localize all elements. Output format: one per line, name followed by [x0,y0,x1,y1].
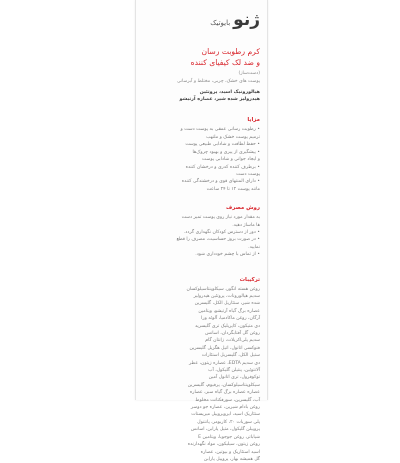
brand-logo [143,12,260,29]
ingredient-line: ستیل الکل، گلیسریل استئارات [201,353,260,359]
subtitle-line: پوست های خشک، چربی، مختلط و آبرسانی [176,78,260,84]
ingredient-line: روغن هسته انگور، سیکلوپنتاسیلوکسان [186,286,260,292]
benefits-body [143,126,260,193]
product-title-line: و ضد لک کیفیای کننده [190,57,260,67]
benefit-line: • پیشگیری از پیری و بهبود چروک‌ها [192,149,260,155]
usage-heading: روش مصرف [225,205,260,212]
ingredient-line: ستئاریک اسید، ایزوپروپیل میریستات [191,412,260,418]
active-ingredients [143,89,260,103]
ingredient-line: سدیم هیالورونات، پروتئین هیدرولیز [193,293,260,299]
usage-line: ها ماساژ دهید. [232,222,260,228]
benefits-heading: مزایا [247,117,260,124]
benefit-line: ترمیم پوست خشک و ملتهب [206,134,260,140]
product-title [143,47,260,68]
usage-section [143,205,260,258]
product-title-line: کرم رطوبت رسان [201,47,260,56]
usage-line: • از تماس با چشم خودداری شود. [195,252,260,258]
ingredient-line: عصاره عصاره برگ گیاه سبز، عصاره [189,390,260,396]
benefit-line: • حفظ لطافت و شادابی طبیعی پوست [185,142,260,148]
usage-line: • در صورت بروز حساسیت، مصرف را قطع [176,237,260,243]
ingredient-line: سدیم پلی‌اکریلات، زانتان گام [205,338,260,344]
ingredient-line: سیکلوپنتاسیلوکسان، پرفیوم، گلیسرین [187,382,260,388]
ingredient-line: فنوکسی اتانول، اتیل هگزیل گلیسرین [189,345,260,351]
ingredients-heading: ترکیبات [239,276,260,283]
subtitle-line: (دست‌ساز) [238,71,260,77]
ingredient-line: گل همیشه بهار، پروپیل پارابن [203,456,260,462]
ingredient-line: پلی سوربات ۲۰، کاربومر، پانتنول [197,419,260,425]
benefit-line: پوست دست [236,171,260,177]
ingredient-line: دی سدیم EDTA، عصاره زیتون، عطر [189,360,260,366]
ingredient-line: روغن گل آفتابگردان، اسانس [205,331,260,336]
benefit-line: • برطرف کننده کدری و درخشان کننده [185,164,260,170]
benefit-line: • رطوبت رسانی عمقی به پوست دست و [180,127,260,133]
usage-line: نمایید. [248,244,260,250]
active-ingredient-line: هیدرولیز شده شیر، عصاره آرتیشو [179,97,260,103]
ingredient-line: پروپیلن گلیکول، متیل پارابن، اسانس [190,427,260,433]
ingredients-section [143,277,260,463]
ingredient-line: آرگان، روغن ماکادمیا، آلوئه ورا [201,316,260,322]
panel-content [143,12,260,463]
benefit-line: مانند پوست ۱۲ تا ۲۴ ساعت [206,186,260,192]
brand-tagline: بایوتیک [210,19,231,27]
ingredient-line: توکوفرول، تری اتانول آمین [208,375,260,381]
ingredient-line: آب، گلیسرین، سورفکتانت مخلوط [195,397,260,403]
active-ingredient-line: هیالورونیک اسید، پروتئین [199,90,260,96]
ingredient-line: روغن بادام شیرین، عصاره جو دوسر [190,405,260,411]
ingredient-line: شیاباتر، روغن جوجوبا، ویتامین E [198,434,260,440]
benefit-line: • دارای المنتهای قوی و درخشندگی کننده [181,179,260,185]
brand-name: ژنو [233,10,260,30]
usage-line: • دور از دسترس کودکان نگهداری گردد. [183,229,260,235]
ingredient-line: دی متیکون، کاپریلیک تری گلیسرید [194,323,260,329]
ingredient-line: آلانتوئین، پنتیلن گلیکول، آب [208,368,260,374]
ingredient-line: اسید استئاریک و بیوتین، عصاره [200,449,260,455]
benefits-section [143,117,260,193]
ingredients-body [143,286,260,463]
ingredient-line: روغن زیتون، سیلیکون، مواد نگهدارنده [187,442,260,448]
ingredient-line: عصاره برگ گیاه آرتیشو، ویتامین [198,308,260,314]
ingredient-line: شده شیر، ستئاریل الکل، گلیسرین [194,301,260,307]
product-box-panel [135,0,268,462]
usage-body [143,214,260,258]
usage-line: به مقدار مورد نیاز روی پوست تمیز دست [181,215,260,221]
benefit-line: و ایجاد جوانی و شادابی پوست [202,157,260,163]
product-subtitle [143,70,260,85]
